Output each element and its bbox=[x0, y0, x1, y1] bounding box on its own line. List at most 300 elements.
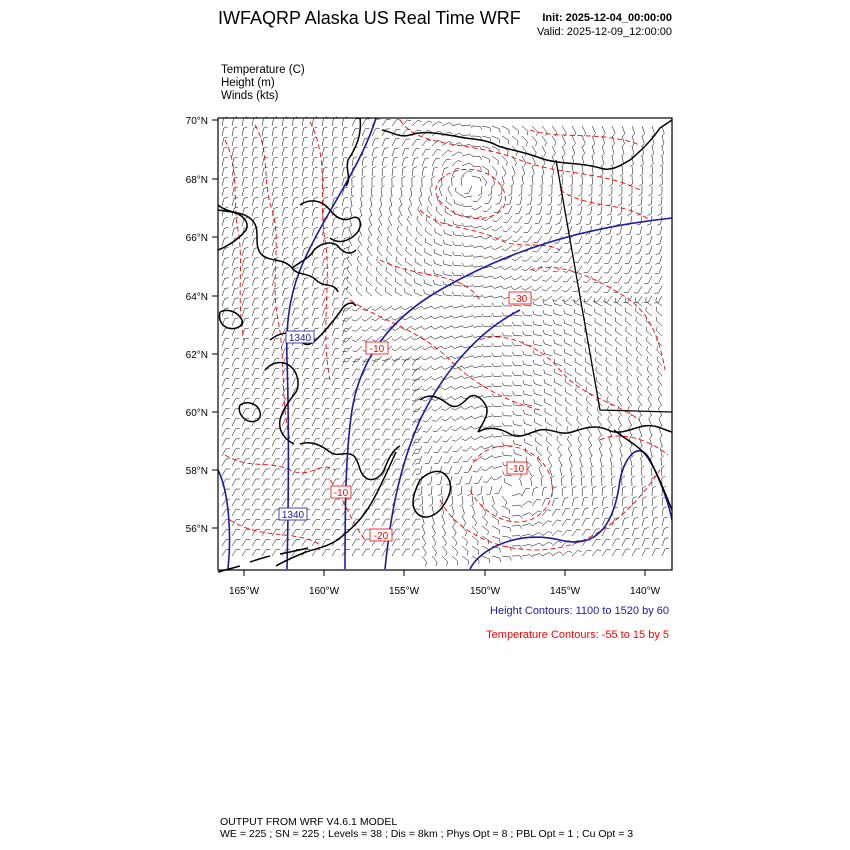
wind-barb bbox=[388, 226, 392, 236]
wind-barb bbox=[472, 516, 477, 526]
wind-barb bbox=[642, 538, 649, 546]
wind-barb bbox=[322, 549, 330, 556]
wind-barb bbox=[589, 186, 593, 196]
wind-barb bbox=[555, 378, 562, 386]
wind-barb bbox=[614, 266, 622, 273]
wind-barb bbox=[402, 369, 410, 376]
wind-barb bbox=[502, 276, 513, 279]
wind-barb bbox=[482, 226, 492, 230]
wind-barb bbox=[362, 399, 370, 406]
wind-barb bbox=[389, 205, 392, 216]
wind-barb bbox=[407, 216, 412, 226]
wind-barb bbox=[372, 147, 378, 156]
lat-label: 62°N bbox=[185, 350, 208, 361]
wind-barb bbox=[242, 439, 250, 446]
wind-barb bbox=[484, 196, 492, 203]
wind-barb bbox=[462, 223, 472, 226]
wind-barb bbox=[592, 136, 595, 147]
wind-barb bbox=[513, 226, 522, 232]
wind-barb bbox=[282, 248, 288, 257]
wind-barb bbox=[472, 284, 482, 287]
wind-barb bbox=[392, 369, 400, 376]
wind-barb bbox=[566, 417, 572, 426]
wind-barb bbox=[622, 486, 626, 496]
wind-barb bbox=[566, 407, 572, 416]
wind-barb bbox=[582, 126, 586, 137]
wind-barb bbox=[574, 329, 582, 336]
wind-barb bbox=[352, 489, 360, 496]
wind-barb bbox=[605, 318, 612, 326]
wind-barb bbox=[462, 243, 472, 246]
wind-barb bbox=[392, 429, 400, 436]
wind-barb bbox=[342, 419, 350, 426]
wind-barb bbox=[342, 326, 352, 332]
wind-barb bbox=[651, 146, 654, 157]
wind-barb bbox=[542, 487, 547, 496]
wind-barb bbox=[422, 356, 432, 360]
wind-barb bbox=[646, 327, 652, 336]
wind-barb bbox=[232, 409, 240, 417]
wind-barb bbox=[412, 176, 415, 186]
wind-barb bbox=[566, 397, 572, 406]
wind-barb bbox=[252, 147, 258, 156]
wind-barb bbox=[445, 208, 452, 216]
wind-barb bbox=[548, 456, 552, 466]
wind-barb bbox=[562, 530, 571, 536]
wind-barb bbox=[347, 276, 352, 286]
wind-barb bbox=[252, 167, 258, 176]
wind-barb bbox=[443, 260, 452, 266]
wind-barb bbox=[625, 246, 632, 254]
wind-barb bbox=[431, 316, 442, 319]
wind-barb bbox=[402, 499, 410, 506]
wind-barb bbox=[511, 176, 514, 187]
wind-barb bbox=[617, 396, 622, 406]
wind-barb bbox=[646, 236, 652, 245]
wind-barb bbox=[372, 549, 380, 556]
wind-barb bbox=[252, 509, 260, 516]
wind-barb bbox=[452, 546, 458, 556]
wind-barb bbox=[632, 486, 636, 496]
wind-barb bbox=[382, 176, 386, 186]
wind-barb bbox=[222, 278, 229, 286]
wind-barb bbox=[552, 136, 556, 146]
wind-barb bbox=[332, 479, 340, 486]
wind-barb bbox=[462, 436, 472, 441]
wind-barb bbox=[602, 497, 607, 506]
wind-barb bbox=[482, 275, 493, 278]
wind-barb bbox=[322, 479, 330, 486]
wind-barb bbox=[390, 195, 393, 206]
wind-barb bbox=[533, 370, 542, 376]
wind-barb bbox=[361, 196, 364, 207]
wind-barb bbox=[482, 344, 492, 347]
lon-label: 155°W bbox=[388, 586, 420, 597]
wind-barb bbox=[419, 496, 422, 506]
lat-label: 66°N bbox=[185, 233, 208, 244]
wind-barb bbox=[232, 298, 239, 306]
wind-barb bbox=[562, 498, 568, 507]
wind-barb bbox=[482, 556, 490, 563]
wind-barb bbox=[382, 389, 390, 396]
wind-barb bbox=[262, 358, 269, 366]
wind-barb bbox=[430, 185, 433, 196]
wind-barb bbox=[624, 286, 632, 293]
wind-barb bbox=[362, 326, 372, 331]
wind-barb bbox=[342, 368, 349, 376]
wind-barb bbox=[232, 167, 238, 176]
wind-barb bbox=[348, 246, 352, 256]
wind-barb bbox=[512, 266, 522, 270]
wind-barb bbox=[372, 429, 380, 436]
wind-barb bbox=[366, 277, 372, 286]
wind-barb bbox=[523, 331, 532, 336]
wind-barb bbox=[322, 519, 330, 526]
wind-barb bbox=[412, 399, 420, 406]
wind-barb bbox=[433, 280, 442, 286]
wind-barb bbox=[619, 176, 622, 186]
wind-barb bbox=[444, 456, 452, 463]
wind-barb bbox=[222, 419, 230, 426]
wind-barb bbox=[592, 508, 598, 517]
wind-barb bbox=[534, 390, 542, 397]
wind-barb bbox=[382, 439, 390, 446]
wind-barb bbox=[405, 288, 412, 296]
wind-barb bbox=[592, 476, 595, 486]
wind-barb bbox=[372, 379, 380, 386]
wind-barb bbox=[491, 295, 502, 298]
wind-barb bbox=[362, 157, 367, 166]
wind-barb bbox=[322, 157, 328, 166]
wind-barb bbox=[525, 448, 532, 456]
wind-barb bbox=[491, 276, 502, 279]
wind-barb bbox=[382, 489, 390, 496]
wind-barb bbox=[232, 318, 239, 326]
wind-barb bbox=[312, 479, 320, 486]
wind-barb bbox=[428, 486, 432, 496]
wind-barb bbox=[222, 157, 228, 166]
wind-barb bbox=[582, 136, 585, 147]
wind-barb bbox=[472, 436, 483, 440]
field-winds: Winds (kts) bbox=[221, 90, 279, 102]
wind-barb bbox=[492, 333, 502, 336]
wind-barb bbox=[419, 195, 422, 206]
wind-barb bbox=[396, 257, 402, 266]
wind-barb bbox=[342, 549, 350, 556]
wind-barb bbox=[632, 528, 639, 536]
wind-barb bbox=[562, 551, 572, 556]
wind-barb bbox=[552, 552, 562, 556]
wind-barb bbox=[652, 507, 657, 516]
wind-barb bbox=[332, 227, 338, 236]
wind-barb bbox=[422, 366, 432, 370]
wind-barb bbox=[481, 436, 492, 439]
wind-barb bbox=[572, 519, 580, 526]
wind-barb bbox=[402, 409, 410, 416]
wind-barb bbox=[572, 476, 575, 486]
wind-barb bbox=[535, 418, 542, 426]
wind-barb bbox=[592, 486, 596, 496]
wind-barb bbox=[523, 351, 532, 356]
wind-barb bbox=[482, 395, 493, 398]
wind-barb bbox=[342, 519, 350, 526]
wind-barb bbox=[454, 466, 462, 473]
wind-barb bbox=[591, 466, 594, 476]
wind-barb bbox=[242, 177, 248, 186]
wind-barb bbox=[636, 317, 642, 326]
wind-barb bbox=[302, 137, 308, 146]
wind-barb bbox=[599, 186, 603, 196]
wind-barb bbox=[392, 148, 399, 156]
wind-barb bbox=[520, 176, 523, 186]
wind-barb bbox=[581, 466, 584, 477]
wind-barb bbox=[232, 147, 238, 156]
wind-barb bbox=[426, 217, 432, 226]
wind-barb bbox=[252, 469, 260, 476]
wind-barb bbox=[441, 326, 452, 329]
wind-barb bbox=[442, 546, 447, 556]
wind-barb bbox=[611, 146, 614, 157]
wind-barb bbox=[572, 551, 582, 557]
wind-barb bbox=[282, 197, 288, 206]
wind-barb bbox=[461, 386, 472, 389]
wind-barb bbox=[424, 436, 433, 443]
wind-barb bbox=[322, 298, 329, 306]
wind-barb bbox=[302, 539, 310, 546]
wind-barb bbox=[552, 286, 562, 291]
wind-barb bbox=[302, 459, 310, 466]
wind-barb bbox=[312, 147, 318, 156]
wind-barb bbox=[472, 264, 482, 267]
wind-barb bbox=[272, 308, 279, 316]
wind-barb bbox=[441, 306, 452, 309]
wind-barb bbox=[524, 216, 532, 223]
wind-barb bbox=[342, 318, 349, 326]
wind-barb bbox=[332, 419, 340, 426]
wind-barb bbox=[387, 236, 392, 246]
wind-barb bbox=[312, 298, 319, 306]
wind-barb bbox=[451, 376, 462, 379]
wind-barb bbox=[512, 526, 522, 529]
wind-barb bbox=[586, 216, 592, 225]
wind-barb bbox=[302, 388, 309, 396]
wind-barb bbox=[392, 399, 400, 406]
wind-barb bbox=[502, 422, 512, 426]
wind-barb bbox=[262, 298, 269, 306]
wind-barb bbox=[292, 217, 298, 226]
wind-barb bbox=[462, 305, 473, 308]
wind-barb bbox=[492, 404, 502, 407]
wind-barb bbox=[492, 126, 500, 133]
wind-barb bbox=[522, 501, 532, 506]
wind-barb bbox=[402, 148, 409, 156]
wind-barb bbox=[458, 486, 462, 496]
wind-barb bbox=[262, 318, 269, 326]
wind-barb bbox=[452, 169, 460, 176]
wind-barb bbox=[402, 489, 410, 496]
wind-barb bbox=[647, 376, 652, 386]
wind-barb bbox=[232, 278, 239, 286]
map-title: IWFAQRP Alaska US Real Time WRF bbox=[218, 8, 521, 28]
wind-barb bbox=[572, 508, 579, 516]
wind-barb bbox=[502, 136, 509, 144]
wind-barb bbox=[372, 449, 380, 456]
wind-barb bbox=[372, 138, 379, 146]
wind-barb bbox=[222, 197, 228, 206]
wind-barb bbox=[352, 509, 360, 516]
wind-barb bbox=[453, 221, 462, 226]
wind-barb bbox=[657, 356, 662, 366]
wind-barb bbox=[396, 247, 402, 256]
wind-barb bbox=[575, 338, 582, 346]
temperature-contour-legend: Temperature Contours: -55 to 15 by 5 bbox=[486, 629, 669, 641]
wind-barb bbox=[556, 206, 562, 215]
wind-barb bbox=[312, 409, 320, 417]
wind-barb bbox=[252, 439, 260, 446]
wind-barb bbox=[312, 368, 319, 376]
wind-barb bbox=[312, 187, 318, 196]
wind-barb bbox=[406, 237, 412, 246]
lat-label: 64°N bbox=[185, 292, 208, 303]
wind-barb bbox=[302, 489, 310, 496]
wind-barb bbox=[502, 556, 512, 561]
wind-barb bbox=[552, 146, 555, 157]
wind-barb bbox=[659, 406, 663, 417]
wind-barb bbox=[222, 167, 228, 176]
wind-barb bbox=[242, 338, 249, 346]
wind-barb bbox=[282, 278, 289, 286]
wind-barb bbox=[372, 439, 380, 446]
wind-barb bbox=[332, 439, 340, 446]
wind-barb bbox=[576, 397, 582, 406]
wind-barb bbox=[272, 127, 277, 136]
wind-barb bbox=[432, 122, 442, 126]
wind-barb bbox=[441, 316, 452, 319]
wind-barb bbox=[292, 449, 300, 456]
wind-barb bbox=[322, 127, 327, 136]
wind-barb bbox=[652, 486, 656, 496]
wind-barb bbox=[615, 246, 622, 254]
wind-barb bbox=[322, 489, 330, 496]
wind-barb bbox=[532, 500, 541, 507]
wind-barb bbox=[536, 206, 542, 215]
wind-barb bbox=[222, 127, 227, 136]
wind-barb bbox=[222, 308, 229, 316]
wind-barb bbox=[640, 166, 643, 176]
wind-barb bbox=[322, 509, 330, 516]
wind-barb bbox=[452, 516, 455, 527]
wind-barb bbox=[563, 276, 572, 282]
wind-barb bbox=[242, 288, 249, 296]
wind-barb bbox=[522, 166, 525, 177]
wind-barb bbox=[222, 328, 229, 336]
wind-barb bbox=[655, 256, 662, 264]
wind-barb bbox=[282, 137, 288, 146]
wind-barb bbox=[425, 456, 432, 464]
wind-barb bbox=[424, 269, 432, 276]
wind-barb bbox=[342, 459, 350, 466]
wind-barb bbox=[470, 496, 473, 506]
wind-barb bbox=[523, 236, 532, 242]
temperature-label bbox=[370, 529, 392, 542]
wind-barb bbox=[595, 246, 602, 254]
wind-barb bbox=[406, 257, 413, 266]
wind-barb bbox=[492, 476, 502, 480]
wind-barb bbox=[568, 196, 573, 206]
wind-barb bbox=[423, 426, 432, 432]
wind-barb bbox=[302, 429, 310, 436]
wind-barb bbox=[382, 157, 388, 166]
wind-barb bbox=[451, 506, 454, 517]
wind-barb bbox=[332, 429, 340, 436]
wind-barb bbox=[222, 388, 229, 396]
wind-barb bbox=[252, 197, 258, 206]
wind-barb bbox=[492, 353, 502, 356]
wind-barb bbox=[412, 549, 420, 556]
field-temperature: Temperature (C) bbox=[221, 64, 305, 76]
wind-barb bbox=[579, 446, 582, 457]
wind-barb bbox=[371, 186, 374, 196]
wind-barb bbox=[550, 465, 553, 476]
wind-barb bbox=[242, 388, 249, 396]
wind-barb bbox=[312, 348, 319, 356]
wind-barb bbox=[412, 158, 418, 166]
wind-barb bbox=[502, 236, 512, 241]
wind-barb bbox=[425, 248, 432, 256]
wind-barb bbox=[292, 227, 298, 236]
wind-barb bbox=[597, 416, 602, 426]
wind-barb bbox=[482, 304, 492, 307]
wind-barb bbox=[632, 476, 635, 486]
wind-barb bbox=[483, 206, 492, 212]
model-info-line1: OUTPUT FROM WRF V4.6.1 MODEL bbox=[220, 816, 398, 828]
wind-barb bbox=[615, 256, 622, 264]
wind-barb bbox=[565, 368, 572, 376]
wind-barb bbox=[342, 316, 352, 321]
wind-barb bbox=[561, 476, 564, 486]
wind-barb bbox=[392, 409, 400, 416]
wind-barb bbox=[442, 406, 452, 411]
wind-barb bbox=[523, 361, 532, 366]
wind-barb bbox=[554, 349, 562, 356]
wind-barb bbox=[446, 197, 452, 206]
wind-barb bbox=[232, 489, 240, 496]
wind-barb bbox=[442, 556, 448, 566]
wind-barb bbox=[362, 419, 370, 426]
wind-barb bbox=[574, 246, 582, 253]
wind-barb bbox=[262, 499, 270, 506]
wind-barb bbox=[532, 533, 543, 537]
wind-barb bbox=[642, 126, 645, 137]
wind-barb bbox=[392, 346, 402, 351]
field-height: Height (m) bbox=[221, 77, 275, 89]
wind-barb bbox=[367, 256, 372, 266]
wind-barb bbox=[471, 406, 482, 409]
wind-barb bbox=[662, 126, 665, 137]
wind-barb bbox=[523, 400, 532, 406]
wind-barb bbox=[420, 186, 423, 197]
wind-barb bbox=[462, 263, 472, 266]
wind-barb bbox=[512, 136, 518, 145]
wind-barb bbox=[322, 137, 328, 146]
wind-barb bbox=[662, 527, 668, 536]
wind-barb bbox=[362, 529, 370, 536]
wind-barb bbox=[589, 445, 592, 456]
wind-barb bbox=[465, 476, 472, 484]
wind-barb bbox=[628, 396, 633, 406]
wind-barb bbox=[252, 499, 260, 506]
wind-barb bbox=[312, 258, 318, 266]
